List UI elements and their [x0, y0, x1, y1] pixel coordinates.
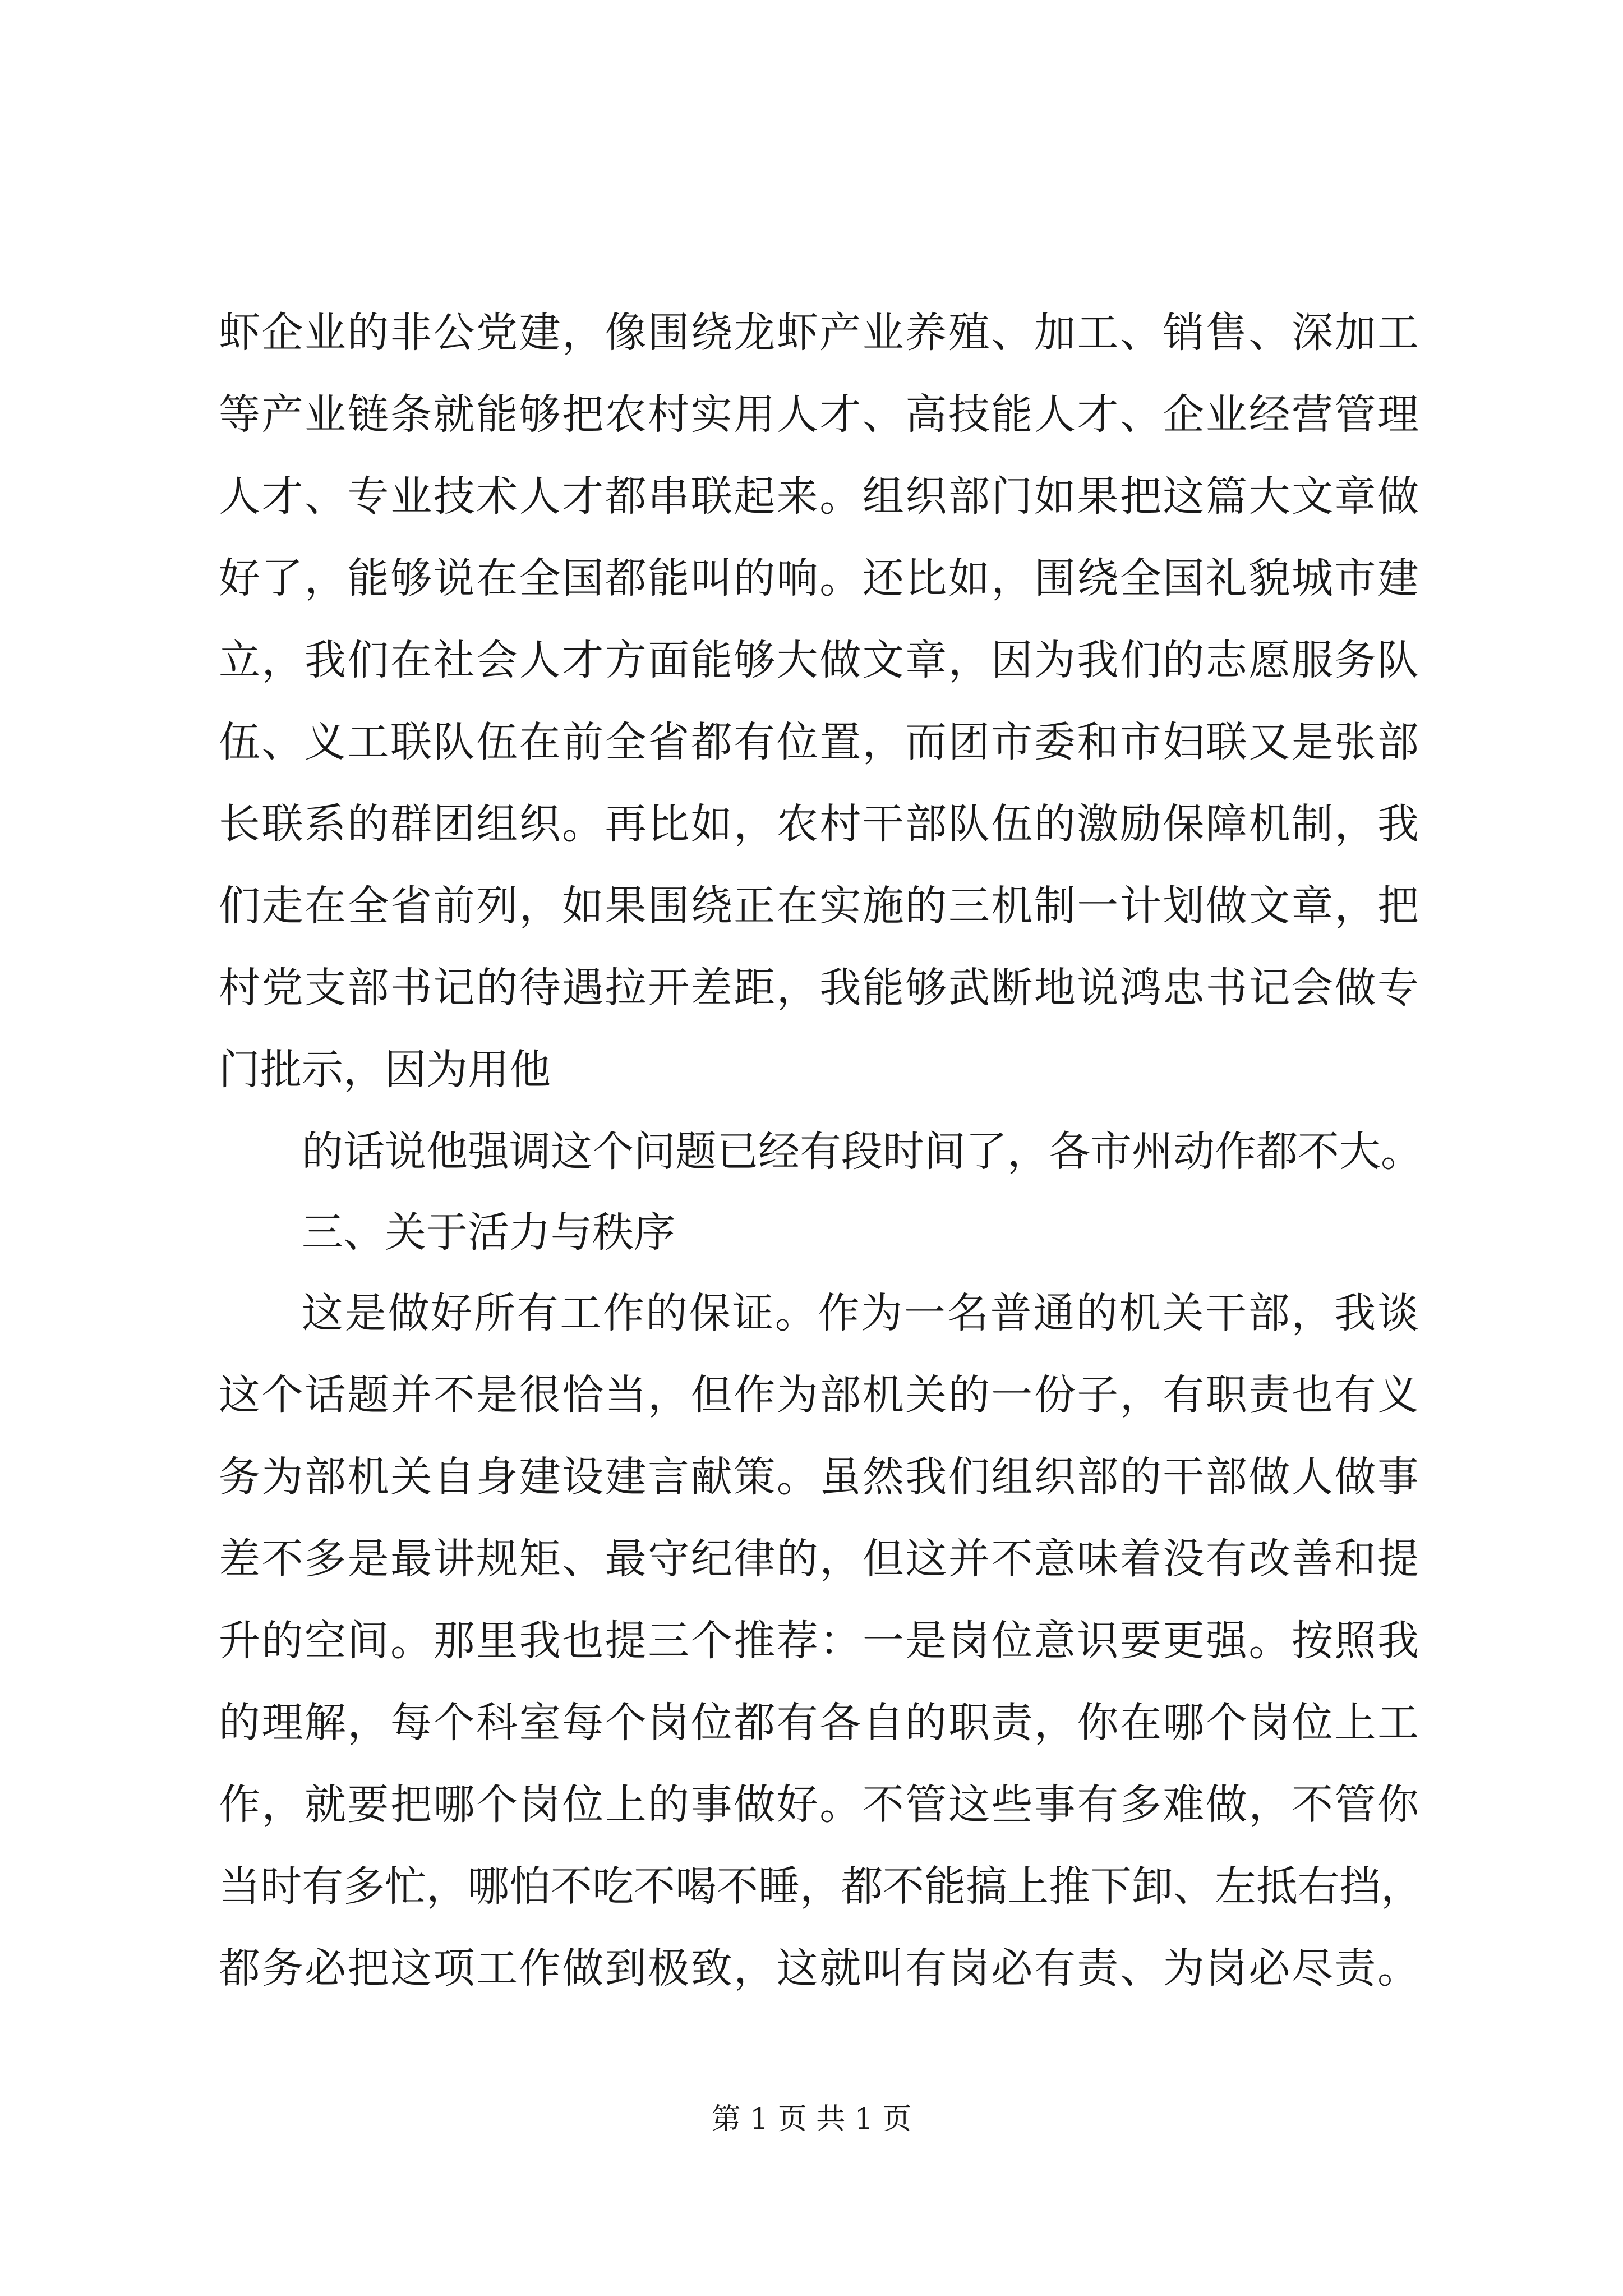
body-line: 当时有多忙，哪怕不吃不喝不睡，都不能搞上推下卸、左抵右挡， [219, 1862, 1422, 1911]
body-line: 村党支部书记的待遇拉开差距，我能够武断地说鸿忠书记会做专 [219, 964, 1419, 1012]
body-line: 这是做好所有工作的保证。作为一名普通的机关干部，我谈 [302, 1289, 1419, 1337]
section-heading: 三、关于活力与秩序 [302, 1208, 675, 1257]
page-number: 第 1 页 共 1 页 [711, 2102, 912, 2136]
body-line: 人才、专业技术人才都串联起来。组织部门如果把这篇大文章做 [219, 472, 1419, 521]
body-line: 虾企业的非公党建，像围绕龙虾产业养殖、加工、销售、深加工 [219, 309, 1419, 357]
body-line: 作，就要把哪个岗位上的事做好。不管这些事有多难做，不管你 [219, 1780, 1419, 1829]
body-line: 等产业链条就能够把农村实用人才、高技能人才、企业经营管理 [219, 390, 1419, 439]
body-line: 长联系的群团组织。再比如，农村干部队伍的激励保障机制，我 [219, 800, 1419, 848]
body-line: 升的空间。那里我也提三个推荐：一是岗位意识要更强。按照我 [219, 1617, 1419, 1665]
body-line: 这个话题并不是很恰当，但作为部机关的一份子，有职责也有义 [219, 1371, 1419, 1419]
body-line: 的理解，每个科室每个岗位都有各自的职责，你在哪个岗位上工 [219, 1699, 1419, 1747]
body-line: 差不多是最讲规矩、最守纪律的，但这并不意味着没有改善和提 [219, 1535, 1419, 1583]
body-line: 们走在全省前列，如果围绕正在实施的三机制一计划做文章，把 [219, 882, 1419, 930]
body-line: 都务必把这项工作做到极致，这就叫有岗必有责、为岗必尽责。 [219, 1944, 1419, 1993]
body-line: 的话说他强调这个问题已经有段时间了，各市州动作都不大。 [302, 1128, 1422, 1176]
body-line: 好了，能够说在全国都能叫的响。还比如，围绕全国礼貌城市建 [219, 554, 1419, 602]
body-line: 立，我们在社会人才方面能够大做文章，因为我们的志愿服务队 [219, 636, 1419, 684]
body-line: 门批示，因为用他 [219, 1046, 551, 1094]
body-line: 伍、义工联队伍在前全省都有位置，而团市委和市妇联又是张部 [219, 718, 1419, 766]
body-line: 务为部机关自身建设建言献策。虽然我们组织部的干部做人做事 [219, 1453, 1419, 1501]
